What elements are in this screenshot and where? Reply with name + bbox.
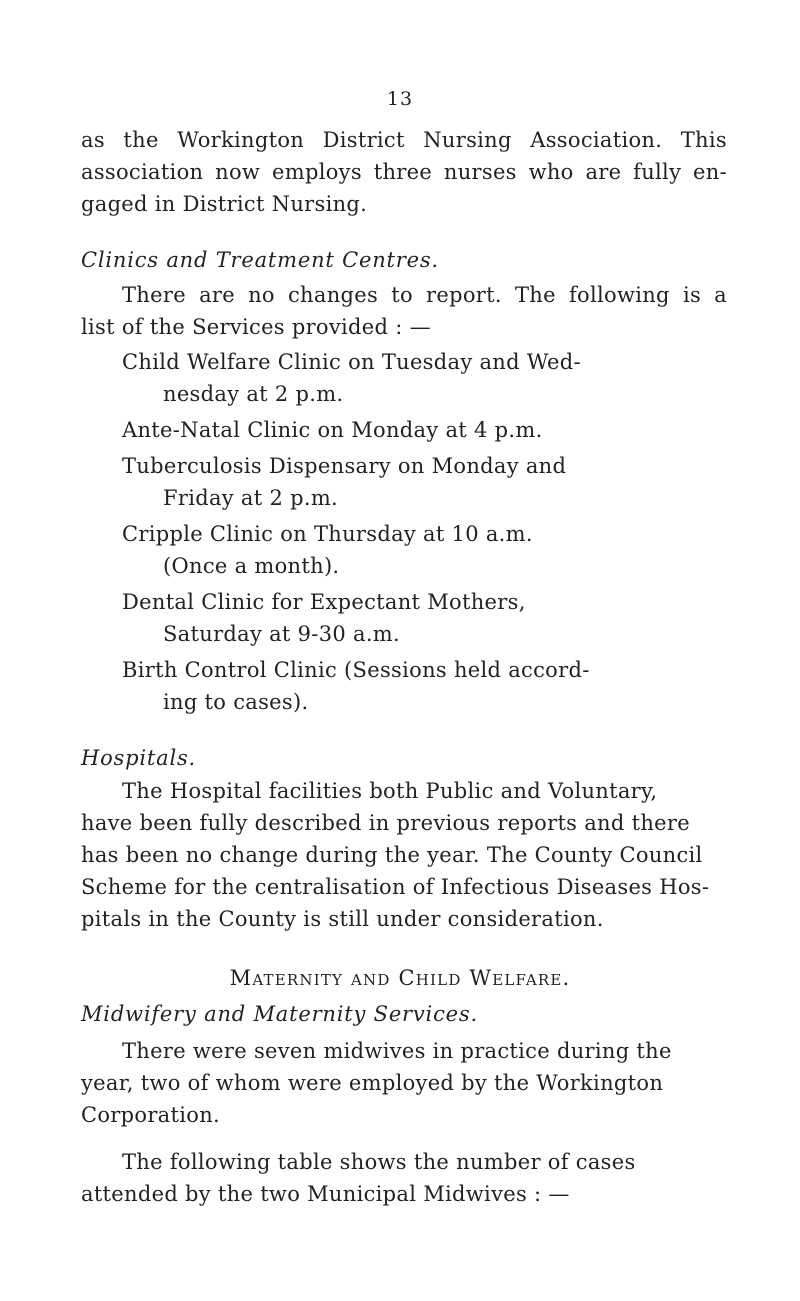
clinic-item-5-line-1: Dental Clinic for Expectant Mothers,	[122, 590, 526, 614]
page-number: 13	[386, 88, 414, 110]
clinic-item-3-line-2: Friday at 2 p.m.	[163, 486, 339, 510]
hospitals-line-1: The Hospital facilities both Public and Voluntary,	[122, 779, 658, 803]
word: This	[680, 128, 727, 152]
clinic-item-1-line-2: nesday at 2 p.m.	[163, 382, 344, 406]
word: nurses	[443, 160, 517, 184]
word: employs	[272, 160, 362, 184]
clinic-item-2-line-1: Ante-Natal Clinic on Monday at 4 p.m.	[122, 418, 543, 442]
hospitals-heading: Hospitals.	[81, 746, 197, 770]
word: Association.	[530, 128, 663, 152]
word: changes	[287, 283, 379, 307]
word: Nursing	[423, 128, 512, 152]
word: following	[568, 283, 670, 307]
word: to	[391, 283, 413, 307]
clinic-item-6-line-1: Birth Control Clinic (Sessions held accord-	[122, 658, 590, 682]
word: three	[373, 160, 433, 184]
intro-line-1	[81, 126, 727, 154]
clinic-item-3-line-1: Tuberculosis Dispensary on Monday and	[122, 454, 567, 478]
midwifery-para-1-line-1: There were seven midwives in practice during the	[122, 1039, 672, 1063]
hospitals-line-4: Scheme for the centralisation of Infectious Diseases Hos-	[81, 875, 710, 899]
clinics-para-line-1	[122, 281, 727, 309]
clinic-item-6-line-2: ing to cases).	[163, 690, 309, 714]
clinic-item-4-line-1: Cripple Clinic on Thursday at 10 a.m.	[122, 522, 533, 546]
word: a	[714, 283, 727, 307]
word: The	[514, 283, 556, 307]
word: now	[215, 160, 261, 184]
midwifery-para-2-line-2: attended by the two Municipal Midwives : —	[81, 1182, 570, 1206]
clinics-heading: Clinics and Treatment Centres.	[81, 248, 439, 272]
word: as	[81, 128, 105, 152]
midwifery-para-1-line-2: year, two of whom were employed by the Workington	[81, 1071, 664, 1095]
word: who	[528, 160, 574, 184]
midwifery-subheading: Midwifery and Maternity Services.	[81, 1002, 478, 1026]
word: no	[248, 283, 275, 307]
word: the	[123, 128, 159, 152]
midwifery-para-2-line-1: The following table shows the number of cases	[122, 1150, 636, 1174]
hospitals-line-2: have been fully described in previous reports and there	[81, 811, 690, 835]
word: fully	[633, 160, 682, 184]
word: is	[682, 283, 702, 307]
clinics-para-line-2: list of the Services provided : —	[81, 315, 431, 339]
hospitals-line-5: pitals in the County is still under consideration.	[81, 907, 604, 931]
word: en-	[693, 160, 727, 184]
maternity-section-title: Maternity and Child Welfare.	[229, 966, 571, 990]
word: are	[585, 160, 622, 184]
word: are	[199, 283, 235, 307]
clinic-item-4-line-2: (Once a month).	[163, 554, 340, 578]
intro-line-2	[81, 158, 727, 186]
word: report.	[426, 283, 502, 307]
word: Workington	[177, 128, 305, 152]
clinic-item-1-line-1: Child Welfare Clinic on Tuesday and Wed-	[122, 350, 581, 374]
word: There	[122, 283, 186, 307]
word: association	[81, 160, 204, 184]
intro-line-3: gaged in District Nursing.	[81, 192, 368, 216]
word: District	[322, 128, 405, 152]
hospitals-line-3: has been no change during the year. The County Council	[81, 843, 703, 867]
clinic-item-5-line-2: Saturday at 9-30 a.m.	[163, 622, 400, 646]
midwifery-para-1-line-3: Corporation.	[81, 1103, 220, 1127]
